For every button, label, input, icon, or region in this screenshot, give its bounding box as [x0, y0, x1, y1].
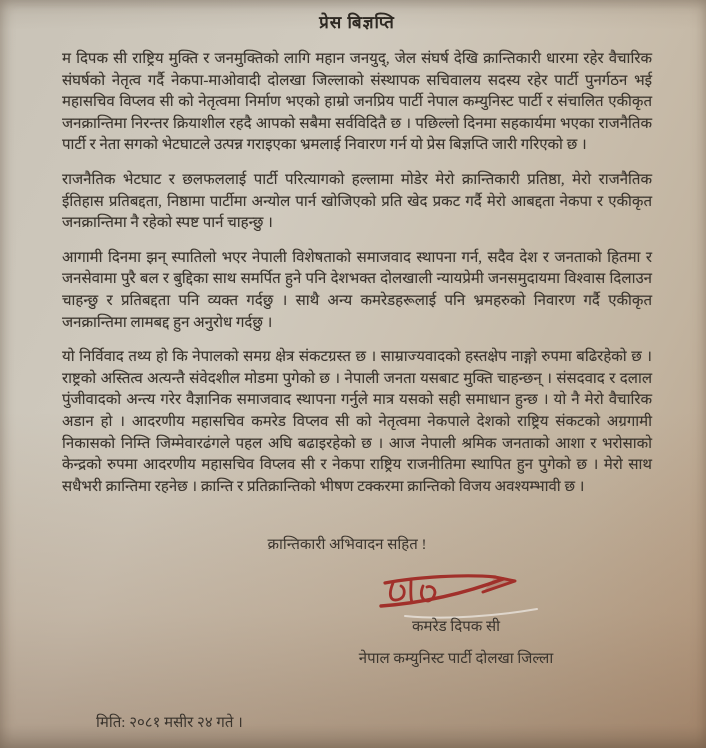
- signature-block: [286, 568, 626, 668]
- paragraph-analysis: यो निर्विवाद तथ्य हो कि नेपालको समग्र क्षेत्र संकटग्रस्त छ । साम्राज्यवादको हस्तक्षेप नाङ्गो रुपमा बढिरहेको छ । राष्ट्रको अस्तित्व अत्यन्तै संवेदशील मोडमा पुगेको छ । नेपाली जनता यसबाट मुक्ति चाहन्छन् । संसदवाद र दलाल पुंजीवादको अन्त्य गरेर वैज्ञानिक समाजवाद स्थापना गर्नुले मात्र यसको सही समाधान हुन्छ । यो नै मेरो वैचारिक अडान हो । आदरणीय महासचिव कमरेड विप्लव सी को नेतृत्वमा नेकपाले देशको राष्ट्रिय संकटको अग्रगामी निकासको निम्ति जिम्मेवारढंगले पहल अघि बढाइरहेको छ । आज नेपाली श्रमिक जनताको आशा र भरोसाको केन्द्रको रुपमा आदरणीय महासचिव विप्लव सी र नेकपा राष्ट्रिय राजनीतिमा स्थापित हुन पुगेको छ । मेरो साथ सधैभरी क्रान्तिमा रहनेछ । क्रान्ति र प्रतिक्रान्तिको भीषण टक्करमा क्रान्तिको विजय अवश्यम्भावी छ ।: [62, 349, 652, 495]
- paragraph-clarification: राजनैतिक भेटघाट र छलफललाई पार्टी परित्यागको हल्लामा मोडेर मेरो क्रान्तिकारी प्रतिष्ठा, मेरो राजनैतिक ईतिहास प्रतिबद्दता, निष्ठामा पार्टीमा अन्योल पार्न खोजिएको प्रति खेद प्रकट गर्दै मेरो आबद्दता नेकपा र एकीकृत जनक्रान्तिमा नै रहेको स्पष्ट पार्न चाहन्छु ।: [62, 171, 652, 232]
- signature-ink: [371, 568, 541, 620]
- date-line: मिति: २०८१ मसीर २४ गते ।: [96, 715, 243, 731]
- document-content: [62, 8, 652, 668]
- closing-salutation: क्रान्तिकारी अभिवादन सहित !: [267, 537, 427, 554]
- page-title: प्रेस बिज्ञप्ति: [319, 13, 395, 32]
- paragraph-intro: म दिपक सी राष्ट्रिय मुक्ति र जनमुक्तिको लागि महान जनयुद्, जेल संघर्ष देखि क्रान्तिकारी धारमा रहेर वैचारिक संघर्षको नेतृत्व गर्दै नेकपा-माओवादी दोलखा जिल्लाको संस्थापक सचिवालय सदस्य रहेर पार्टी पुनर्गठन भई महासचिव विप्लव सी को नेतृत्वमा निर्माण भएको हाम्रो जनप्रिय पार्टी नेपाल कम्युनिस्ट पार्टी र संचालित एकीकृत जनक्रान्तिमा निरन्तर क्रियाशील रहदै आपको सबैमा सर्वविदितै छ । पछिल्लो दिनमा सहकार्यमा भएका राजनैतिक पार्टी र नेता सगको भेटघाटले उत्पन्न गराइएका भ्रमलाई निवारण गर्न यो प्रेस बिज्ञप्ति जारी गरिएको छ ।: [62, 51, 652, 154]
- signatory-name: कमरेड दिपक सी: [411, 619, 501, 636]
- paragraph-commitment: आगामी दिनमा झन् स्पातिलो भएर नेपाली विशेषताको समाजवाद स्थापना गर्न, सदैव देश र जनताको हितमा र जनसेवामा पुरै बल र बुद्दिका साथ समर्पित हुने पनि देशभक्त दोलखाली न्यायप्रेमी जनसमुदायमा विश्वास दिलाउन चाहन्छु र प्रतिबद्दता पनि व्यक्त गर्दछु । साथै अन्य कमरेडहरूलाई पनि भ्रमहरुको निवारण गर्दै एकीकृत जनक्रान्तिमा लामबद्द हुन अनुरोध गर्दछु ।: [62, 249, 652, 331]
- signatory-organization: नेपाल कम्युनिस्ट पार्टी दोलखा जिल्ला: [358, 651, 554, 668]
